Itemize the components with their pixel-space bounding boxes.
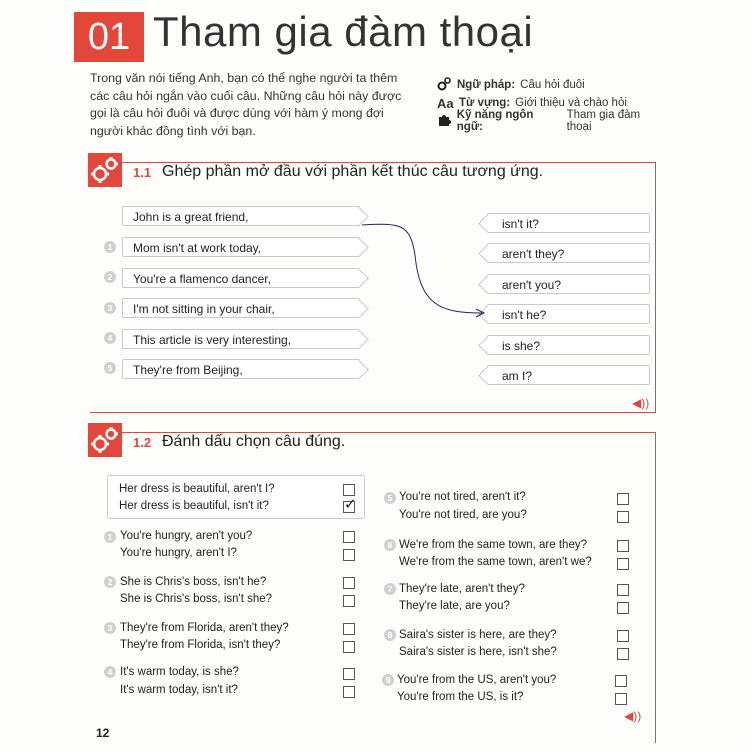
checkbox[interactable] xyxy=(343,595,355,607)
item-number: 1 xyxy=(104,241,116,253)
page-number: 12 xyxy=(96,726,110,740)
checkbox[interactable] xyxy=(617,540,629,552)
focus-skill-label: Kỹ năng ngôn ngữ: xyxy=(456,109,534,133)
choice-text: We're from the same town, are they? xyxy=(399,539,587,551)
choice-text: You're not tired, aren't it? xyxy=(399,491,526,503)
audio-speaker-icon[interactable]: ◀)) xyxy=(632,396,650,410)
checkbox[interactable] xyxy=(617,630,629,642)
checkbox[interactable] xyxy=(615,675,627,687)
exercise-title: Ghép phần mở đầu với phần kết thúc câu tương ứng. xyxy=(162,163,544,180)
vocabulary-icon: Aa xyxy=(437,95,454,111)
choice-text: Saira's sister is here, isn't she? xyxy=(399,646,557,658)
example-connector-arrow xyxy=(360,215,490,325)
item-number: 4 xyxy=(104,332,116,344)
match-right-3[interactable] xyxy=(487,274,650,294)
checkbox[interactable] xyxy=(343,531,355,543)
match-right-5[interactable] xyxy=(487,335,650,355)
match-right-text: is she? xyxy=(502,339,541,353)
item-number: 3 xyxy=(104,622,116,634)
match-left-text: John is a great friend, xyxy=(133,210,249,224)
checkbox[interactable] xyxy=(343,686,355,698)
choice-text: They're from Florida, aren't they? xyxy=(120,622,289,634)
focus-grammar-label: Ngữ pháp: xyxy=(457,79,516,91)
focus-vocabulary-label: Từ vựng: xyxy=(459,97,511,109)
checkbox[interactable] xyxy=(343,641,355,653)
focus-grammar xyxy=(437,76,667,94)
choice-text: She is Chris's boss, isn't he? xyxy=(120,576,267,588)
item-number: 3 xyxy=(104,302,116,314)
focus-vocabulary-value: Giới thiệu và chào hỏi xyxy=(515,97,627,109)
match-left-2[interactable] xyxy=(122,268,360,288)
match-left-text: This article is very interesting, xyxy=(133,333,292,347)
exercise-number: 1.1 xyxy=(133,165,152,180)
match-right-text: isn't it? xyxy=(502,217,539,231)
checkbox[interactable] xyxy=(343,668,355,680)
checkbox[interactable] xyxy=(617,511,629,523)
item-number: 5 xyxy=(384,492,396,504)
item-number: 8 xyxy=(384,629,396,641)
choice-text: You're hungry, aren't I? xyxy=(120,547,237,559)
item-number: 2 xyxy=(104,576,116,588)
match-left-text: Mom isn't at work today, xyxy=(133,241,262,255)
match-right-2[interactable] xyxy=(487,243,650,263)
checkbox[interactable] xyxy=(617,602,629,614)
checkbox[interactable] xyxy=(617,648,629,660)
match-right-6[interactable] xyxy=(487,365,650,385)
choice-text: You're from the US, aren't you? xyxy=(397,674,557,686)
puzzle-icon xyxy=(437,113,457,130)
unit-number-badge: 01 xyxy=(74,12,144,62)
choice-text: We're from the same town, aren't we? xyxy=(399,556,592,568)
audio-speaker-icon[interactable]: ◀)) xyxy=(624,709,642,723)
intro-paragraph: Trong văn nói tiếng Anh, bạn có thể nghe người ta thêm các câu hỏi ngắn vào cuối câu. Những câu hỏi này được gọi là câu hỏi đuôi và được dùng với hàm ý mong đợi người khác đồng tình với bạn. xyxy=(90,71,402,138)
match-right-1[interactable] xyxy=(487,213,650,233)
focus-list xyxy=(437,76,667,133)
choice-text: Her dress is beautiful, aren't I? xyxy=(119,483,275,495)
choice-text: They're from Florida, isn't they? xyxy=(120,639,281,651)
match-left-1[interactable] xyxy=(122,237,360,257)
choice-text: They're late, aren't they? xyxy=(399,583,525,595)
match-left-example[interactable] xyxy=(122,206,360,226)
choice-text: It's warm today, is she? xyxy=(120,666,239,678)
item-number: 9 xyxy=(382,674,394,686)
checkbox[interactable] xyxy=(617,558,629,570)
match-left-text: They're from Beijing, xyxy=(133,363,243,377)
match-left-text: You're a flamenco dancer, xyxy=(133,272,271,286)
match-left-text: I'm not sitting in your chair, xyxy=(133,302,275,316)
item-number: 5 xyxy=(104,362,116,374)
focus-skill-value: Tham gia đàm thoại xyxy=(566,109,641,133)
match-left-4[interactable] xyxy=(122,329,360,349)
checkbox[interactable] xyxy=(617,493,629,505)
focus-grammar-value: Câu hỏi đuôi xyxy=(520,79,585,91)
item-number: 4 xyxy=(104,666,116,678)
match-right-text: isn't he? xyxy=(502,308,547,322)
checkbox[interactable] xyxy=(343,549,355,561)
match-right-4[interactable] xyxy=(487,304,650,324)
match-right-text: aren't you? xyxy=(502,278,561,292)
choice-text: You're not tired, are you? xyxy=(399,509,527,521)
choice-text: You're hungry, aren't you? xyxy=(120,530,253,542)
focus-skill xyxy=(437,109,667,133)
checkbox[interactable] xyxy=(615,693,627,705)
choice-text: You're from the US, is it? xyxy=(397,691,524,703)
unit-title: Tham gia đàm thoại xyxy=(153,8,534,55)
choice-text: She is Chris's boss, isn't she? xyxy=(120,593,273,605)
item-number: 2 xyxy=(104,271,116,283)
checkbox[interactable] xyxy=(343,577,355,589)
item-number: 6 xyxy=(384,539,396,551)
exercise-gear-icon xyxy=(88,423,122,457)
item-number: 7 xyxy=(384,583,396,595)
exercise-title: Đánh dấu chọn câu đúng. xyxy=(162,433,346,450)
match-right-text: am I? xyxy=(502,369,533,383)
choice-text: Her dress is beautiful, isn't it? xyxy=(119,500,269,512)
choice-text: They're late, are you? xyxy=(399,600,510,612)
exercise-divider xyxy=(90,412,655,413)
checkbox[interactable] xyxy=(343,623,355,635)
checkbox[interactable] xyxy=(617,584,629,596)
exercise-gear-icon xyxy=(88,153,122,187)
choice-text: It's warm today, isn't it? xyxy=(120,684,238,696)
match-right-text: aren't they? xyxy=(502,247,565,261)
choice-text: Saira's sister is here, are they? xyxy=(399,629,557,641)
match-left-3[interactable] xyxy=(122,298,360,318)
gear-icon xyxy=(437,77,457,94)
match-left-5[interactable] xyxy=(122,359,360,379)
item-number: 1 xyxy=(104,531,116,543)
checkbox-checked[interactable] xyxy=(343,501,355,513)
exercise-number: 1.2 xyxy=(133,435,152,450)
